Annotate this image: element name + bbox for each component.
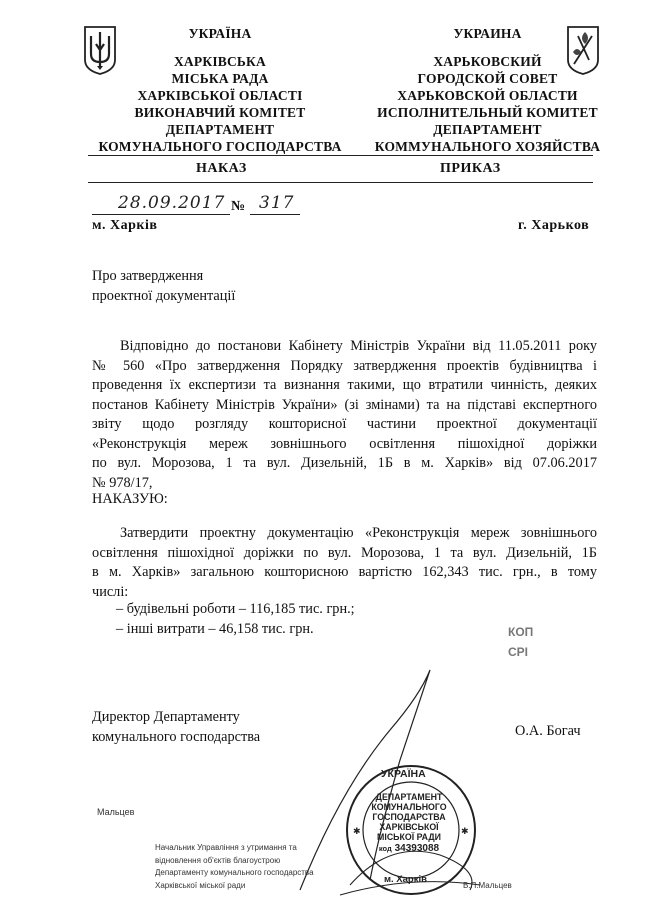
number-underline <box>250 214 300 215</box>
header-right-line: ИСПОЛНИТЕЛЬНЫЙ КОМИТЕТ <box>377 105 598 120</box>
order-word: НАКАЗУЮ: <box>92 491 168 507</box>
header-left-line: МІСЬКА РАДА <box>171 71 269 86</box>
stamp-line: ГОСПОДАРСТВА <box>372 812 446 822</box>
doc-title-right: ПРИКАЗ <box>440 161 501 176</box>
stamp-city: м. Харків <box>384 874 427 885</box>
header-left-line: КОМУНАЛЬНОГО ГОСПОДАРСТВА <box>98 139 342 154</box>
stamp-code-label: код <box>378 844 392 853</box>
stamp-code <box>361 844 457 854</box>
header-left-line: ВИКОНАВЧИЙ КОМІТЕТ <box>134 105 306 120</box>
svg-text:✱: ✱ <box>461 826 469 836</box>
preamble <box>92 337 597 493</box>
header-right <box>355 25 620 155</box>
body-line: освітлення пішохідної доріжки по вул. Морозова, 1 та вул. Дизельній, 1Б <box>92 544 597 561</box>
svg-text:✱: ✱ <box>353 826 361 836</box>
doc-title-left: НАКАЗ <box>196 161 247 176</box>
preamble-line: звіту щодо розгляду кошторисної частини проектної документації <box>92 416 597 432</box>
approval-line: Департаменту комунального господарства <box>155 868 314 877</box>
city-left: м. Харків <box>92 218 158 233</box>
signature-position <box>92 708 260 747</box>
order-subject <box>92 267 235 306</box>
header-right-line: КОММУНАЛЬНОГО ХОЗЯЙСТВА <box>374 139 601 154</box>
approval-name: В.П.Мальцев <box>463 881 512 890</box>
approval-line: відновлення об'єктів благоустрою <box>155 855 281 865</box>
body-line: Затвердити проектну документацію «Реконструкція мереж зовнішнього <box>120 525 597 541</box>
header-left-line: ХАРКІВСЬКОЇ ОБЛАСТІ <box>137 88 303 103</box>
copy-mark-line: СРІ <box>508 645 529 659</box>
stamp-code-value: 34393088 <box>394 843 440 854</box>
preamble-line: постанов Кабінету Міністрів України» (зі змінами) та на підставі експертного <box>92 396 597 413</box>
list-item: – будівельні роботи – 116,185 тис. грн.; <box>116 601 355 617</box>
stamp-country: УКРАЇНА <box>381 768 426 780</box>
subject-line: Про затвердження <box>92 268 204 284</box>
signature-name: О.А. Богач <box>515 723 581 739</box>
preamble-line: «Реконструкція мереж зовнішнього освітлення пішохідної доріжки <box>92 435 597 452</box>
approval-block <box>155 842 314 892</box>
stamp-text <box>361 792 457 854</box>
header-left-line: ДЕПАРТАМЕНТ <box>165 122 275 137</box>
preamble-line: Відповідно до постанови Кабінету Міністрів України від 11.05.2011 року <box>120 338 597 354</box>
preamble-line: проведення їх експертизи та визнання такими, що втратили чинність, деяких <box>92 377 597 393</box>
header-right-country: УКРАИНА <box>453 26 522 41</box>
header-right-line: ХАРЬКОВСКИЙ <box>433 54 542 69</box>
order-number-label: № <box>231 199 246 214</box>
cost-list <box>116 600 355 639</box>
title-divider <box>88 182 593 183</box>
stamp-line: ХАРКІВСЬКОЇ <box>379 822 439 832</box>
order-number: 317 <box>259 193 295 213</box>
position-line: Директор Департаменту <box>92 709 240 725</box>
body-line: в м. Харків» загальною кошторисною вартістю 162,343 тис. грн., в тому <box>92 564 597 580</box>
subject-line: проектної документації <box>92 287 236 304</box>
header-left <box>70 25 370 155</box>
approval-line: Начальник Управління з утримання та <box>155 843 297 852</box>
executor-name: Мальцев <box>97 807 135 817</box>
header-right-line: ХАРЬКОВСКОЙ ОБЛАСТИ <box>397 88 578 103</box>
preamble-line: по вул. Морозова, 1 та вул. Дизельній, 1Б в м. Харків» від 07.06.2017 <box>92 455 597 471</box>
body-line: числі: <box>92 583 129 600</box>
preamble-line: № 560 «Про затвердження Порядку затвердження проектів будівництва і <box>92 357 597 374</box>
order-body <box>92 524 597 602</box>
header-left-line: ХАРКІВСЬКА <box>173 54 266 69</box>
preamble-line: № 978/17, <box>92 474 153 491</box>
header-right-line: ГОРОДСКОЙ СОВЕТ <box>417 71 558 86</box>
approval-line: Харківської міської ради <box>155 880 246 890</box>
header-divider <box>88 155 593 156</box>
order-date: 28.09.2017 <box>118 193 226 213</box>
stamp-line: КОМУНАЛЬНОГО <box>371 802 447 812</box>
copy-mark-line: КОП <box>508 625 534 639</box>
stamp-line: ДЕПАРТАМЕНТ <box>375 792 443 802</box>
header-left-country: УКРАЇНА <box>188 26 252 41</box>
position-line: комунального господарства <box>92 728 261 745</box>
date-underline <box>92 214 230 215</box>
header-right-line: ДЕПАРТАМЕНТ <box>433 122 542 137</box>
list-item: – інші витрати – 46,158 тис. грн. <box>116 620 314 637</box>
stamp-line: МІСЬКОЇ РАДИ <box>377 832 441 842</box>
city-right: г. Харьков <box>518 218 590 233</box>
